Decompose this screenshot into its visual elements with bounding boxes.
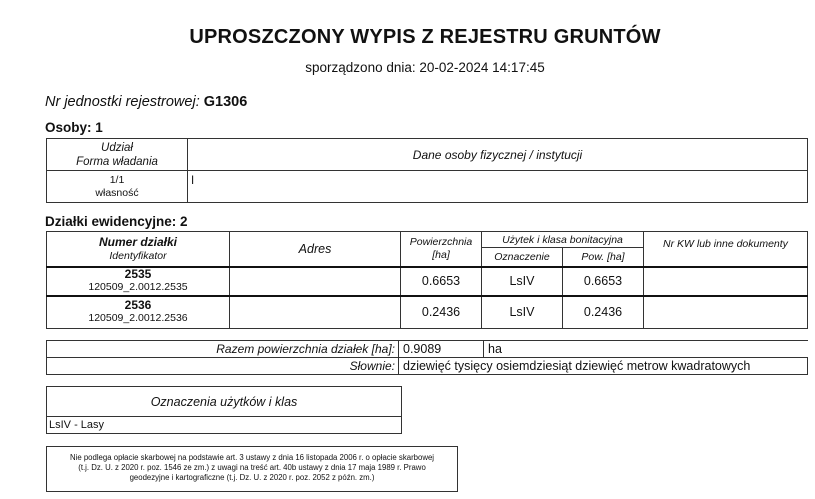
col-area-unit: [ha] (432, 248, 450, 261)
persons-header: Osoby: 1 (45, 120, 103, 135)
generated-date: sporządzono dnia: 20-02-2024 14:17:45 (305, 60, 545, 75)
parcel-area: 0.2436 (401, 296, 482, 329)
col-number (47, 232, 230, 267)
parcel-number: 2536 (124, 298, 152, 313)
col-address: Adres (230, 232, 401, 267)
col-mark: Oznaczenie (482, 248, 563, 267)
table-row (47, 171, 808, 203)
parcel-use-area: 0.6653 (563, 267, 644, 296)
words-value: dziewięć tysięcy osiemdziesiąt dziewięć metrow kwadratowych (399, 358, 808, 375)
note-line-2: (t.j. Dz. U. z 2020 r. poz. 1546 ze zm.) z uwagi na treść art. 40b ustawy z dnia 17 maja 1989 r. Prawo (78, 463, 426, 472)
fee-exemption-note (46, 446, 458, 492)
words-label: Słownie: (47, 358, 399, 375)
note-line-1: Nie podlega opłacie skarbowej na podstawie art. 3 ustawy z dnia 16 listopada 2006 r. o opłacie skarbowej (69, 453, 435, 462)
col-identifier-label: Identyfikator (109, 249, 167, 262)
total-unit: ha (484, 341, 808, 358)
legend-header: Oznaczenia użytków i klas (47, 387, 402, 417)
col-form-label: Forma władania (76, 155, 158, 168)
persons-col-share (47, 139, 188, 171)
table-row (47, 296, 808, 329)
parcel-number: 2535 (124, 267, 152, 281)
col-use-area: Pow. [ha] (563, 248, 644, 267)
parcel-kw (644, 267, 808, 296)
total-label: Razem powierzchnia działek [ha]: (47, 341, 399, 358)
col-number-label: Numer działki (98, 234, 178, 249)
parcel-mark: LsIV (482, 267, 563, 296)
parcel-use-area: 0.2436 (563, 296, 644, 329)
parcel-kw (644, 296, 808, 329)
col-area (401, 232, 482, 267)
col-share-label: Udział (101, 141, 133, 154)
parcel-mark: LsIV (482, 296, 563, 329)
note-line-3: geodezyjne i kartograficzne (t.j. Dz. U. z 2020 r. poz. 2052 z późn. zm.) (129, 473, 375, 482)
col-use: Użytek i klasa bonitacyjna (482, 232, 644, 248)
totals-table (46, 340, 808, 375)
person-form-value: własność (95, 186, 139, 199)
parcel-number-cell (47, 267, 230, 296)
table-row (47, 267, 808, 296)
parcel-area: 0.6653 (401, 267, 482, 296)
legend-item: LsIV - Lasy (47, 417, 402, 434)
total-value: 0.9089 (399, 341, 484, 358)
parcel-identifier: 120509_2.0012.2536 (88, 312, 188, 325)
person-data: I (188, 171, 808, 203)
parcel-identifier: 120509_2.0012.2535 (88, 281, 188, 293)
person-share-value: 1/1 (109, 173, 125, 186)
unit-number-value: G1306 (203, 94, 248, 110)
parcel-address (230, 267, 401, 296)
persons-table (46, 138, 808, 203)
persons-col-data: Dane osoby fizycznej / instytucji (188, 139, 808, 171)
col-kw: Nr KW lub inne dokumenty (644, 232, 808, 267)
document-title: UPROSZCZONY WYPIS Z REJESTRU GRUNTÓW (189, 26, 661, 48)
person-share (47, 171, 188, 203)
unit-number-label: Nr jednostki rejestrowej: (45, 94, 200, 110)
parcels-table (46, 231, 808, 329)
legend-table (46, 386, 402, 434)
parcel-address (230, 296, 401, 329)
parcels-header: Działki ewidencyjne: 2 (45, 214, 188, 229)
col-area-label: Powierzchnia (409, 235, 473, 248)
parcel-number-cell (47, 296, 230, 329)
unit-number (45, 94, 247, 110)
